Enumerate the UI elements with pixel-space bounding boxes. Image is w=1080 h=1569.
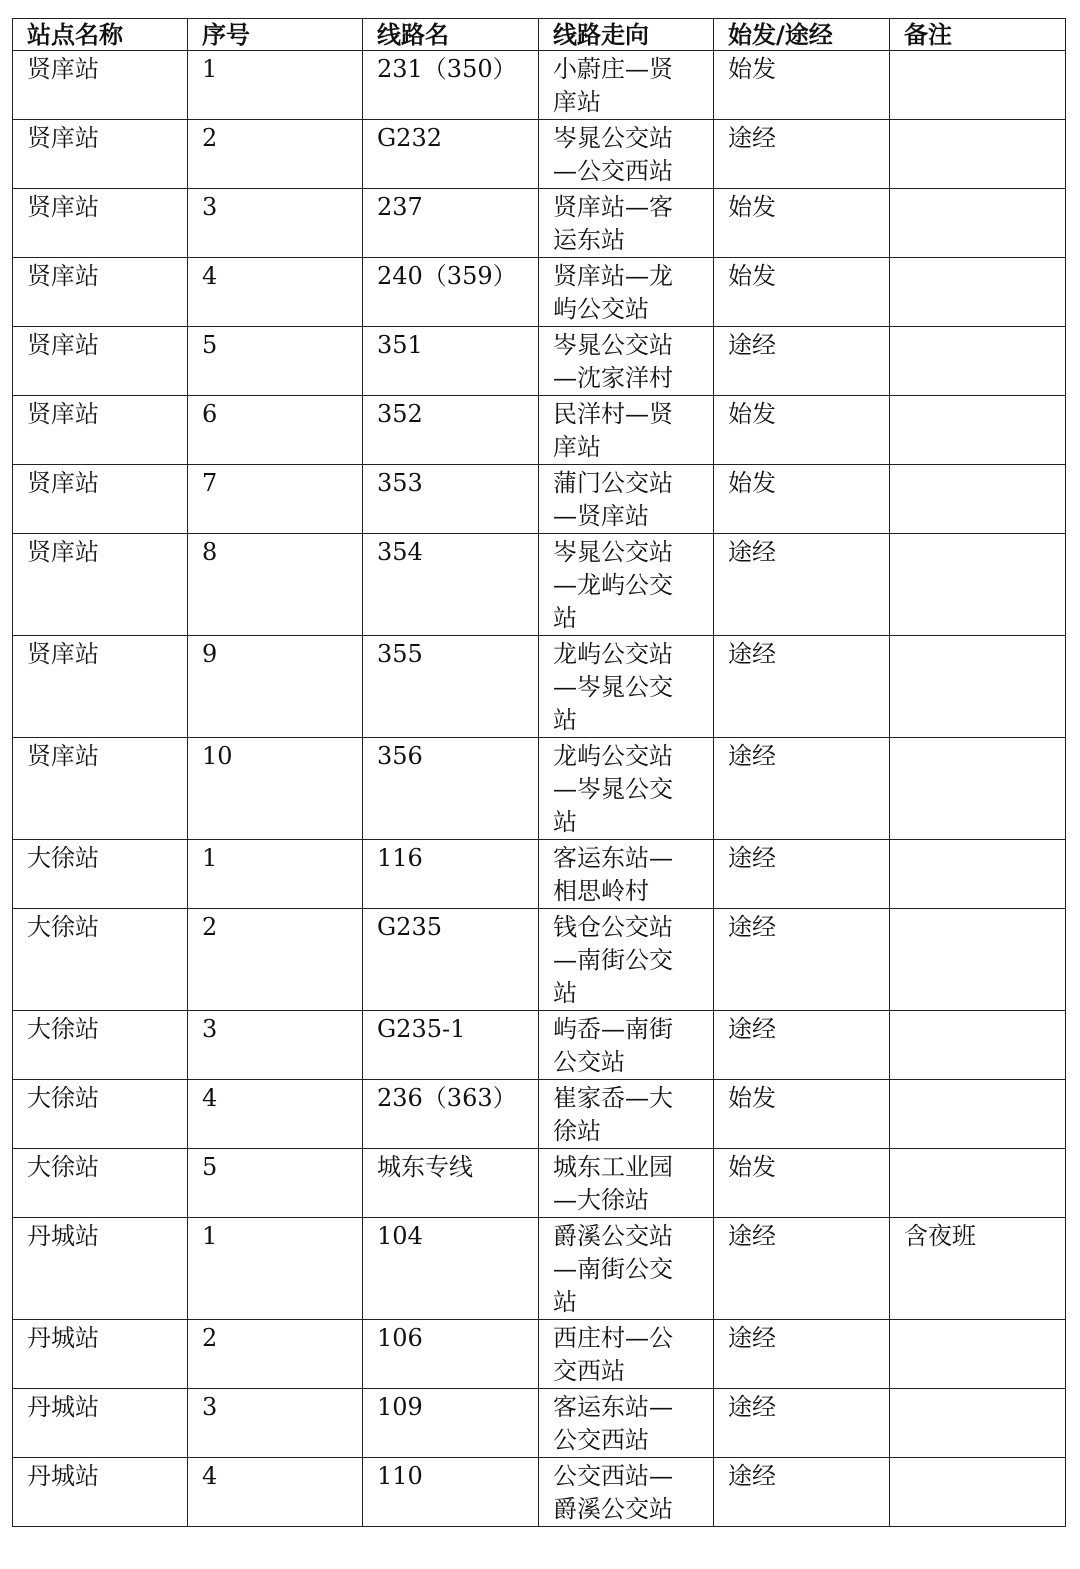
cell-start-or-pass: 始发 [714,1149,890,1218]
table-row [13,1149,1066,1218]
cell-route-direction: 岑晁公交站—公交西站 [539,120,714,189]
cell-start-or-pass: 途经 [714,738,890,840]
table-row [13,1320,1066,1389]
cell-route-direction: 蒲门公交站—贤庠站 [539,465,714,534]
cell-remarks [890,534,1066,636]
header-start-or-pass: 始发/途经 [714,19,890,51]
header-route-direction: 线路走向 [539,19,714,51]
cell-remarks [890,120,1066,189]
cell-remarks [890,1458,1066,1527]
cell-station-name: 贤庠站 [13,189,188,258]
cell-route-name: 104 [363,1218,539,1320]
cell-sequence-number: 10 [188,738,363,840]
table-row [13,534,1066,636]
table-row [13,1458,1066,1527]
cell-route-name: G235 [363,909,539,1011]
cell-start-or-pass: 途经 [714,534,890,636]
header-remarks: 备注 [890,19,1066,51]
cell-route-name: 116 [363,840,539,909]
cell-remarks [890,465,1066,534]
cell-route-direction: 龙屿公交站—岑晁公交站 [539,738,714,840]
cell-remarks [890,51,1066,120]
cell-sequence-number: 2 [188,1320,363,1389]
cell-sequence-number: 2 [188,909,363,1011]
cell-remarks: 含夜班 [890,1218,1066,1320]
cell-route-name: 240（359） [363,258,539,327]
cell-sequence-number: 6 [188,396,363,465]
cell-route-direction: 客运东站—相思岭村 [539,840,714,909]
cell-route-name: 354 [363,534,539,636]
cell-sequence-number: 5 [188,1149,363,1218]
cell-sequence-number: 1 [188,840,363,909]
table-body [13,51,1066,1527]
cell-start-or-pass: 途经 [714,120,890,189]
cell-remarks [890,1320,1066,1389]
header-station-name: 站点名称 [13,19,188,51]
cell-route-direction: 贤庠站—龙屿公交站 [539,258,714,327]
cell-start-or-pass: 始发 [714,396,890,465]
cell-start-or-pass: 始发 [714,1080,890,1149]
cell-remarks [890,258,1066,327]
table-row [13,1389,1066,1458]
cell-station-name: 贤庠站 [13,738,188,840]
cell-sequence-number: 4 [188,258,363,327]
cell-sequence-number: 4 [188,1080,363,1149]
table-row [13,909,1066,1011]
cell-remarks [890,327,1066,396]
cell-remarks [890,396,1066,465]
cell-sequence-number: 2 [188,120,363,189]
cell-station-name: 大徐站 [13,1149,188,1218]
cell-route-name: 236（363） [363,1080,539,1149]
cell-sequence-number: 7 [188,465,363,534]
cell-route-direction: 岑晁公交站—龙屿公交站 [539,534,714,636]
cell-remarks [890,189,1066,258]
cell-start-or-pass: 途经 [714,1218,890,1320]
table-row [13,1011,1066,1080]
cell-remarks [890,840,1066,909]
cell-route-direction: 客运东站—公交西站 [539,1389,714,1458]
cell-sequence-number: 1 [188,1218,363,1320]
cell-sequence-number: 8 [188,534,363,636]
cell-sequence-number: 3 [188,1389,363,1458]
cell-sequence-number: 9 [188,636,363,738]
cell-start-or-pass: 始发 [714,189,890,258]
cell-route-direction: 钱仓公交站—南街公交站 [539,909,714,1011]
cell-route-name: G235-1 [363,1011,539,1080]
cell-station-name: 贤庠站 [13,636,188,738]
header-route-name: 线路名 [363,19,539,51]
cell-route-direction: 城东工业园—大徐站 [539,1149,714,1218]
cell-route-name: 106 [363,1320,539,1389]
cell-remarks [890,1011,1066,1080]
cell-sequence-number: 3 [188,189,363,258]
cell-sequence-number: 1 [188,51,363,120]
cell-route-direction: 岑晁公交站—沈家洋村 [539,327,714,396]
cell-remarks [890,1389,1066,1458]
cell-route-direction: 爵溪公交站—南街公交站 [539,1218,714,1320]
cell-route-name: 356 [363,738,539,840]
cell-station-name: 贤庠站 [13,534,188,636]
cell-start-or-pass: 途经 [714,1320,890,1389]
cell-station-name: 丹城站 [13,1218,188,1320]
table-row [13,1080,1066,1149]
cell-start-or-pass: 途经 [714,1011,890,1080]
cell-remarks [890,909,1066,1011]
cell-sequence-number: 3 [188,1011,363,1080]
cell-route-direction: 屿岙—南街公交站 [539,1011,714,1080]
table-row [13,120,1066,189]
table-row [13,1218,1066,1320]
cell-station-name: 贤庠站 [13,396,188,465]
cell-route-name: 353 [363,465,539,534]
cell-start-or-pass: 始发 [714,51,890,120]
cell-route-name: 231（350） [363,51,539,120]
cell-route-name: 237 [363,189,539,258]
cell-station-name: 大徐站 [13,1080,188,1149]
cell-start-or-pass: 途经 [714,636,890,738]
table-row [13,327,1066,396]
cell-route-direction: 龙屿公交站—岑晁公交站 [539,636,714,738]
table-row [13,189,1066,258]
cell-route-name: 110 [363,1458,539,1527]
cell-station-name: 贤庠站 [13,327,188,396]
cell-remarks [890,738,1066,840]
cell-route-name: 109 [363,1389,539,1458]
cell-station-name: 贤庠站 [13,258,188,327]
bus-route-table [12,18,1066,1527]
cell-station-name: 丹城站 [13,1458,188,1527]
cell-start-or-pass: 途经 [714,840,890,909]
cell-sequence-number: 5 [188,327,363,396]
cell-sequence-number: 4 [188,1458,363,1527]
cell-station-name: 丹城站 [13,1320,188,1389]
cell-remarks [890,1149,1066,1218]
cell-route-direction: 贤庠站—客运东站 [539,189,714,258]
header-sequence-number: 序号 [188,19,363,51]
cell-route-direction: 崔家岙—大徐站 [539,1080,714,1149]
header-row [13,19,1066,51]
cell-route-direction: 民洋村—贤庠站 [539,396,714,465]
table-row [13,636,1066,738]
table-row [13,465,1066,534]
cell-remarks [890,1080,1066,1149]
cell-start-or-pass: 途经 [714,1389,890,1458]
cell-station-name: 贤庠站 [13,120,188,189]
cell-route-direction: 公交西站—爵溪公交站 [539,1458,714,1527]
cell-station-name: 大徐站 [13,840,188,909]
cell-route-direction: 西庄村—公交西站 [539,1320,714,1389]
cell-route-name: 352 [363,396,539,465]
table-row [13,51,1066,120]
cell-route-name: 355 [363,636,539,738]
cell-station-name: 贤庠站 [13,465,188,534]
cell-station-name: 大徐站 [13,1011,188,1080]
table-row [13,840,1066,909]
cell-route-direction: 小蔚庄—贤庠站 [539,51,714,120]
cell-route-name: 351 [363,327,539,396]
cell-remarks [890,636,1066,738]
cell-start-or-pass: 途经 [714,327,890,396]
cell-station-name: 大徐站 [13,909,188,1011]
cell-start-or-pass: 途经 [714,909,890,1011]
cell-route-name: 城东专线 [363,1149,539,1218]
table-row [13,738,1066,840]
cell-station-name: 丹城站 [13,1389,188,1458]
cell-station-name: 贤庠站 [13,51,188,120]
cell-route-name: G232 [363,120,539,189]
cell-start-or-pass: 途经 [714,1458,890,1527]
table-row [13,396,1066,465]
table-row [13,258,1066,327]
cell-start-or-pass: 始发 [714,258,890,327]
cell-start-or-pass: 始发 [714,465,890,534]
